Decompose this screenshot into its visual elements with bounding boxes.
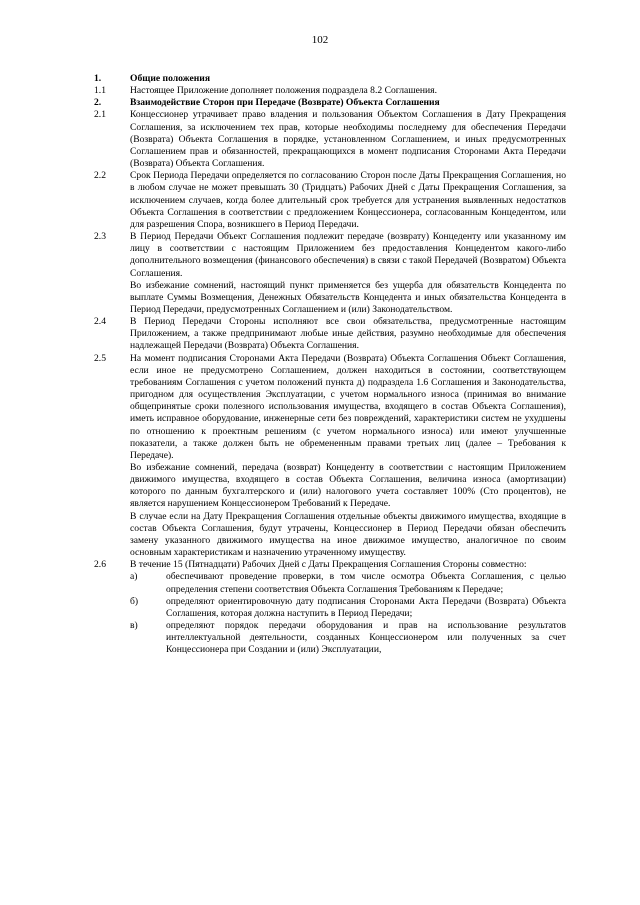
clause bbox=[94, 559, 566, 571]
clause-number: 2.6 bbox=[94, 559, 106, 571]
section-number: 2. bbox=[94, 97, 102, 109]
list-item-text: определяют порядок передачи оборудования и прав на использование результатов интеллектуальной деятельности, созданных Концессионером или полученных за счет Концессионера при Создании и (или) Эксплуатации, bbox=[166, 620, 566, 656]
clause-number: 1.1 bbox=[94, 85, 106, 97]
section-title: Общие положения bbox=[130, 73, 211, 84]
clause-number: 2.2 bbox=[94, 170, 106, 182]
clause-number: 2.5 bbox=[94, 352, 106, 364]
clause-number: 2.1 bbox=[94, 109, 106, 121]
list-item-letter: а) bbox=[130, 571, 138, 583]
document-body bbox=[94, 73, 566, 657]
clause-text: В Период Передачи Объект Соглашения подлежит передаче (возврату) Концеденту или указанному им лицу в соответствии с настоящим Приложением без предоставления Концедентом какого-либо дополнительного возмещения (финансового обеспечения) в связи с такой Передачей (Возвратом) Объекта Соглашения. bbox=[130, 231, 566, 279]
clause bbox=[94, 353, 566, 462]
list-item-letter: б) bbox=[130, 595, 139, 607]
list-item-text: обеспечивают проведение проверки, в том числе осмотра Объекта Соглашения, с целью определения степени соответствия Объекта Соглашения Требованиям к Передаче; bbox=[166, 571, 566, 595]
list-item bbox=[130, 571, 566, 595]
section-title: Взаимодействие Сторон при Передаче (Возврате) Объекта Соглашения bbox=[130, 97, 440, 109]
page-number: 102 bbox=[311, 34, 329, 46]
list-item-text: определяют ориентировочную дату подписания Сторонами Акта Передачи (Возврата) Объекта Соглашения, которая должна наступить в Период Передачи; bbox=[166, 595, 566, 619]
clause-number: 2.3 bbox=[94, 231, 106, 243]
clause-number: 2.4 bbox=[94, 316, 106, 328]
list-item bbox=[130, 620, 566, 656]
section-heading bbox=[94, 73, 566, 85]
clause bbox=[94, 170, 566, 231]
clause bbox=[94, 231, 566, 280]
clause bbox=[94, 109, 566, 170]
list-item-letter: в) bbox=[130, 620, 138, 632]
clause bbox=[94, 85, 566, 97]
clause-text: Срок Периода Передачи определяется по согласованию Сторон после Даты Прекращения Соглашения, но в любом случае не может превышать 30 (Тридцать) Рабочих Дней с Даты Прекращения Соглашения, за исключением случаев, когда более длительный срок требуется для устранения выявленных недостатков Объекта Соглашения в соответствии с предложением Концессионера, согласованным Концедентом, или для разрешения Спора, возникшего в Период Передачи. bbox=[130, 170, 566, 230]
clause-text: Настоящее Приложение дополняет положения подраздела 8.2 Соглашения. bbox=[130, 85, 437, 97]
list-item bbox=[130, 596, 566, 620]
clause-text: На момент подписания Сторонами Акта Передачи (Возврата) Объекта Соглашения Объект Соглашения, если иное не предусмотрено Соглашением, должен находиться в состоянии, соответствующем требованиям Соглашения с учетом положений пункта д) подраздела 1.6 Соглашения и Законодательства, пригодном для осуществления Эксплуатации, с учетом нормального износа (принимая во внимание общепринятые сроки полезного использования имущества, входящего в состав Объекта Соглашения), иметь исправное оборудование, инженерные сети без повреждений, характеристики систем не ухудшены по отношению к проектным решениям (с учетом нормального износа) или имеют улучшенные показатели, а также должен быть не обремененным правами третьих лиц (далее – Требования к Передаче). bbox=[130, 352, 566, 461]
section-heading bbox=[94, 97, 566, 109]
clause-text: В течение 15 (Пятнадцати) Рабочих Дней с Даты Прекращения Соглашения Стороны совместно: bbox=[130, 559, 527, 571]
clause-paragraph: Во избежание сомнений, настоящий пункт применяется без ущерба для обязательств Концедента по выплате Суммы Возмещения, Денежных Обязательств Концедента и иных обязательства Концедента в Период Передачи, предусмотренных Соглашением и (или) Законодательством. bbox=[130, 279, 566, 315]
clause-text: Концессионер утрачивает право владения и пользования Объектом Соглашения в Дату Прекращения Соглашения, за исключением тех прав, которые необходимы последнему для обеспечения Передачи (Возврата) Объекта Соглашения в порядке, установленном Соглашением, и иных предусмотренных Соглашением прав и обязанностей, прекращающихся в момент подписания Сторонами Акта Передачи (Возврата) Объекта Соглашения. bbox=[130, 109, 566, 170]
clause-text: В Период Передачи Стороны исполняют все свои обязательства, предусмотренные настоящим Приложением, а также предпринимают любые иные действия, разумно необходимые для обеспечения надлежащей Передачи (Возврата) Объекта Соглашения. bbox=[130, 316, 566, 352]
clause-paragraph: В случае если на Дату Прекращения Соглашения отдельные объекты движимого имущества, входящие в состав Объекта Соглашения, будут утрачены, Концессионер в Период Передачи обязан обеспечить замену указанного движимого имущества на иное движимое имущество, аналогичное по своим основным характеристикам и назначению утраченному имуществу. bbox=[130, 510, 566, 559]
section-number: 1. bbox=[94, 73, 102, 84]
clause-paragraph: Во избежание сомнений, передача (возврат) Концеденту в соответствии с настоящим Приложением движимого имущества, входящего в состав Объекта Соглашения, величина износа (амортизации) которого по данным бухгалтерского и (или) налогового учета составляет 100% (Сто процентов), не является нарушением Концессионером Требований к Передаче. bbox=[130, 462, 566, 510]
clause bbox=[94, 316, 566, 352]
